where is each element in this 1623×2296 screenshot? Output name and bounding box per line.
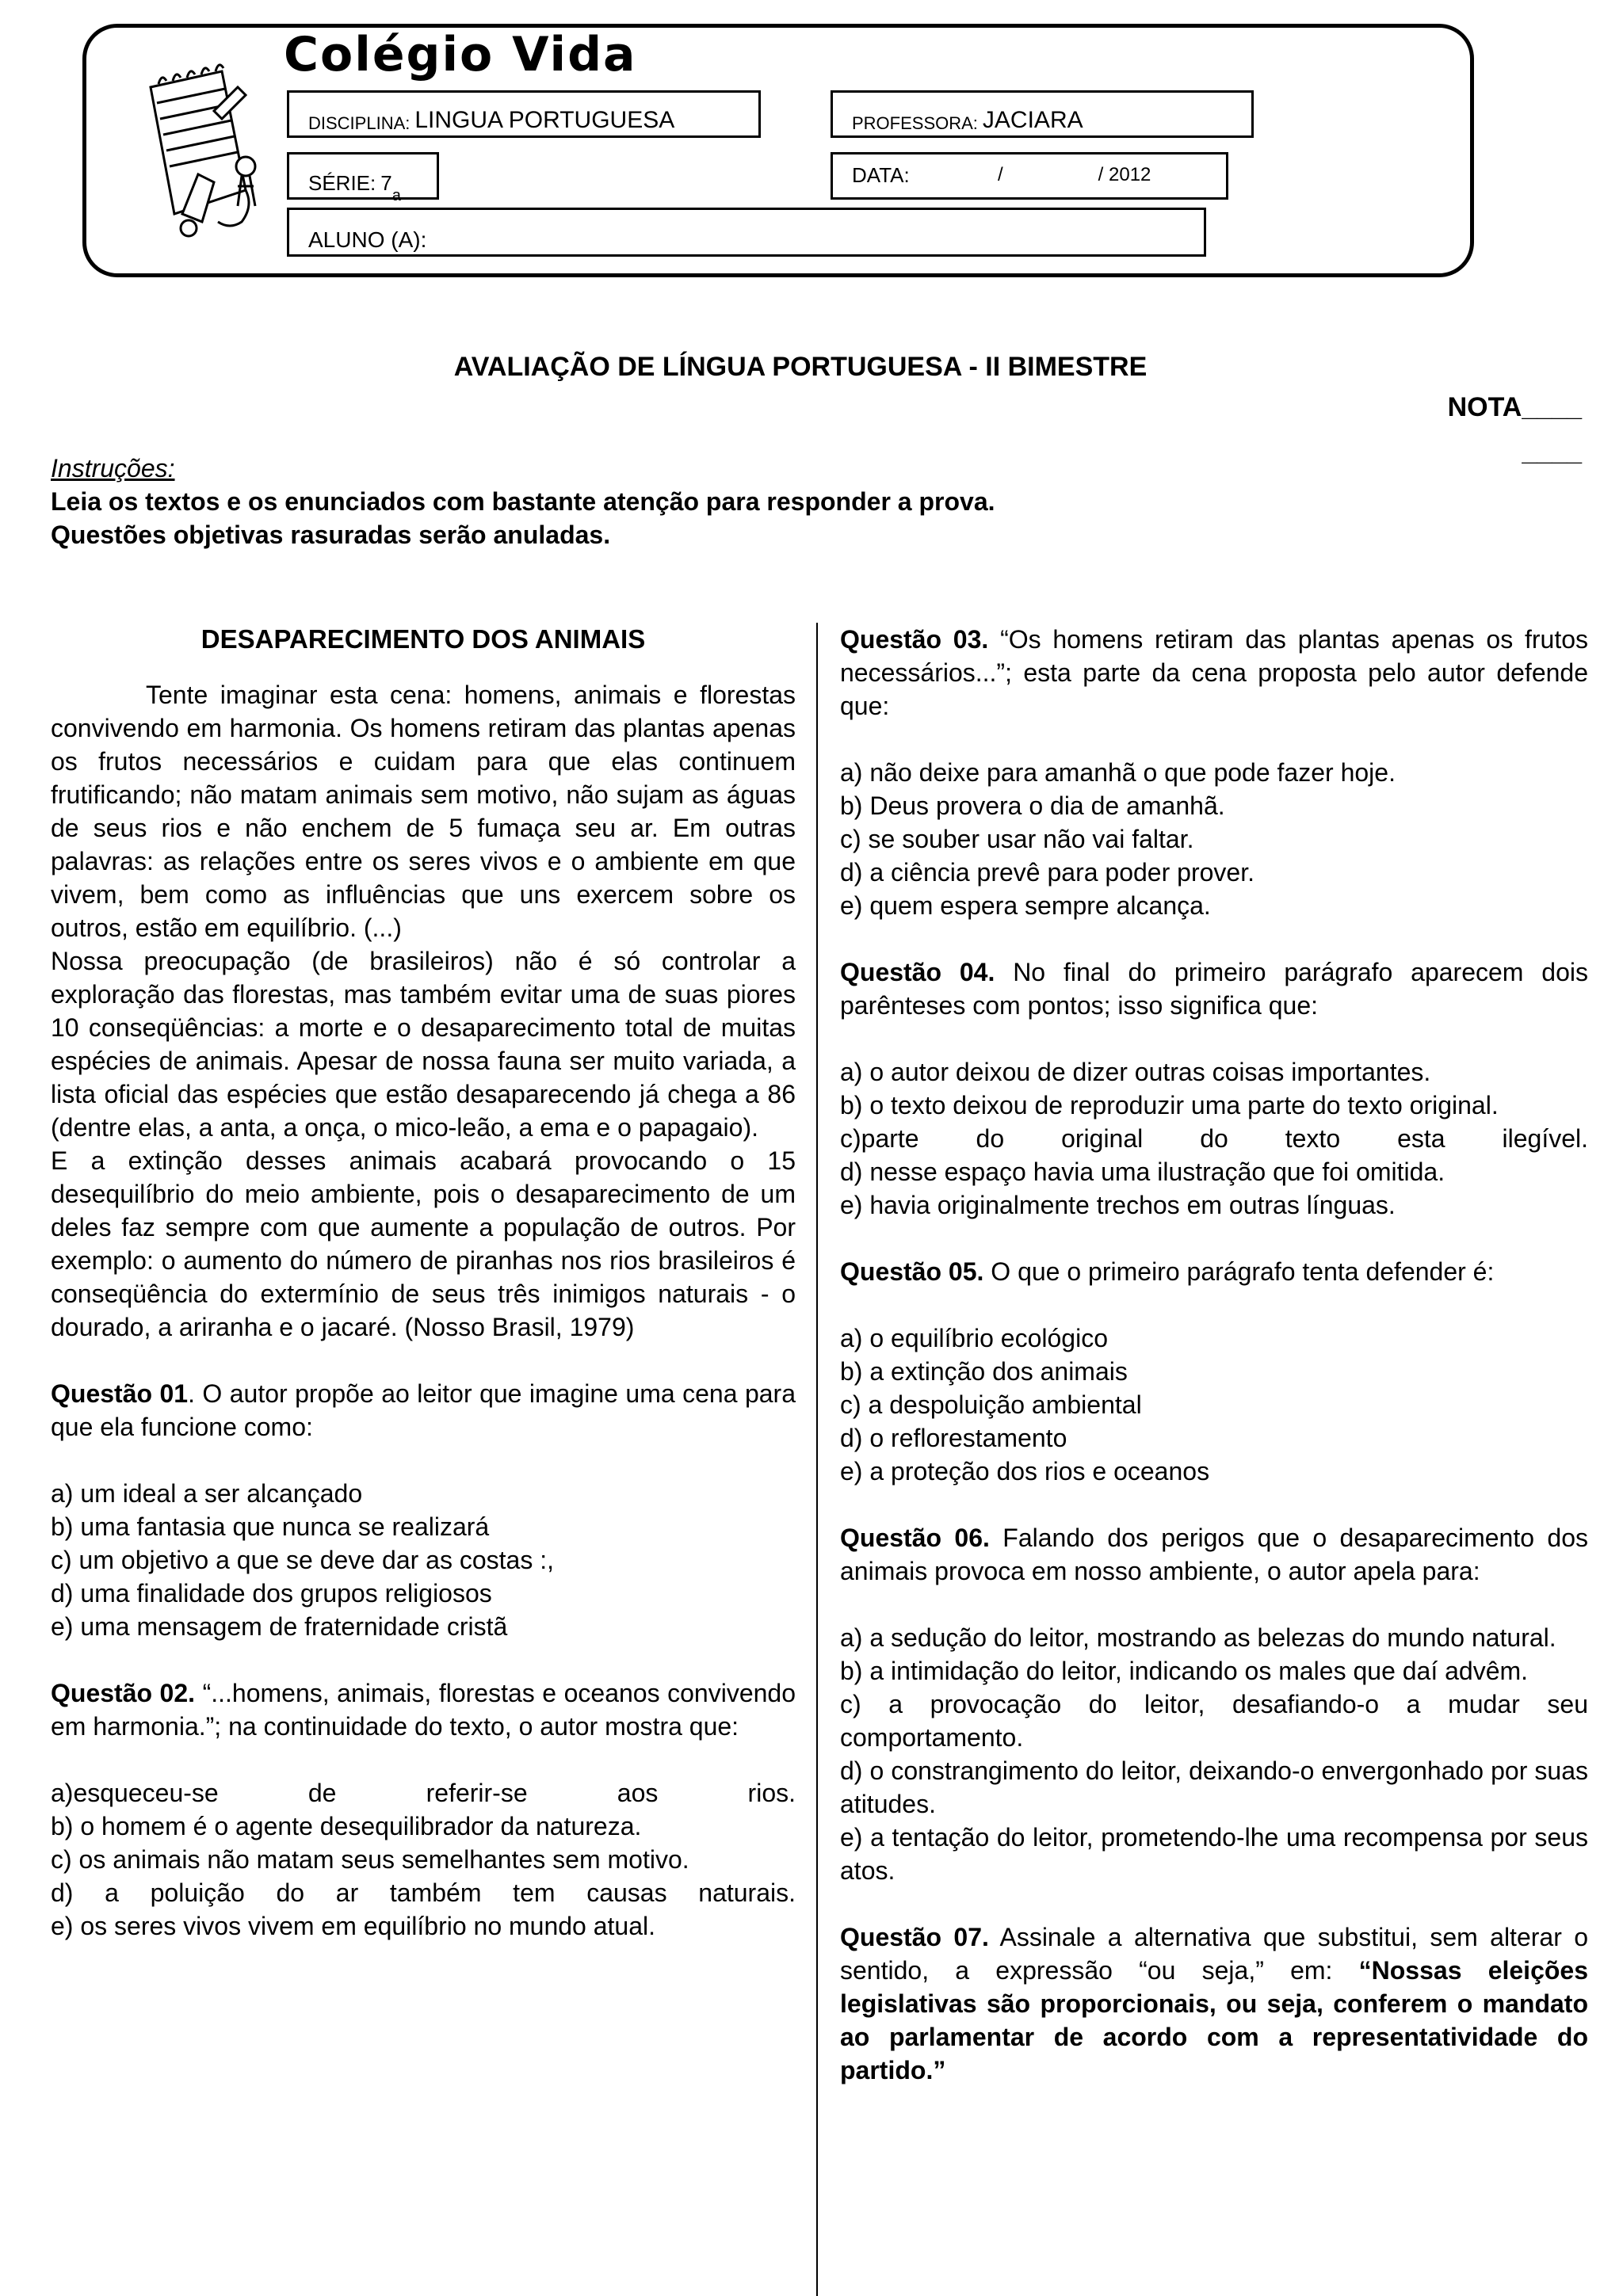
- left-column: [51, 623, 796, 1943]
- option-c[interactable]: c)parte do original do texto esta ilegível.: [840, 1124, 1588, 1153]
- option-d[interactable]: d) o reflorestamento: [840, 1424, 1067, 1452]
- option-d[interactable]: d) nesse espaço havia uma ilustração que foi omitida.: [840, 1158, 1445, 1186]
- option-b[interactable]: b) o texto deixou de reproduzir uma parte do texto original.: [840, 1091, 1499, 1119]
- option-c[interactable]: c) um objetivo a que se deve dar as costas :,: [51, 1546, 554, 1574]
- question-stem: “...homens, animais, florestas e oceanos convivendo em harmonia.”; na continuidade do texto, o autor mostra que:: [51, 1679, 796, 1741]
- option-d[interactable]: d) uma finalidade dos grupos religiosos: [51, 1579, 492, 1608]
- question-04: [840, 955, 1588, 1022]
- option-b[interactable]: b) a intimidação do leitor, indicando os males que daí advêm.: [840, 1657, 1529, 1685]
- text-paragraph-2: Nossa preocupação (de brasileiros) não é só controlar a exploração das florestas, mas também evitar uma de suas piores 10 conseqüências: a morte e o desaparecimento total de muitas espécies de animais. Apesar de nossa fauna ser muito variada, a lista oficial das espécies que estão desaparecendo já chega a 86 (dentre elas, a anta, a onça, o mico-leão, a ema e o papagaio).: [51, 947, 796, 1142]
- text-title: DESAPARECIMENTO DOS ANIMAIS: [200, 624, 646, 654]
- column-divider: [816, 623, 818, 2296]
- question-stem: “Os homens retiram das plantas apenas os frutos necessários...”; esta parte da cena proposta pelo autor defende que:: [840, 625, 1589, 720]
- question-label: Questão 05.: [840, 1257, 984, 1286]
- option-d[interactable]: d) a poluição do ar também tem causas naturais.: [51, 1878, 796, 1907]
- disciplina-value: LINGUA PORTUGUESA: [414, 107, 675, 133]
- question-quote: “Nossas eleições legislativas são proporcionais, ou seja, conferem o mandato ao parlamentar de acordo com a representatividade do partido.”: [840, 1956, 1589, 2084]
- question-05: [840, 1255, 1588, 1288]
- aluno-field: [287, 208, 1206, 257]
- question-stem: Falando dos perigos que o desaparecimento dos animais provoca em nosso ambiente, o autor apela para:: [840, 1524, 1589, 1585]
- question-01: [51, 1377, 796, 1444]
- option-e[interactable]: e) quem espera sempre alcança.: [840, 891, 1211, 920]
- question-03: [840, 623, 1588, 723]
- data-separator: /: [998, 164, 1003, 185]
- option-a[interactable]: a) o autor deixou de dizer outras coisas importantes.: [840, 1058, 1431, 1086]
- question-06: [840, 1521, 1588, 1588]
- instructions-line-1: Leia os textos e os enunciados com bastante atenção para responder a prova.: [51, 487, 995, 516]
- notepad-pencil-logo: [127, 55, 269, 246]
- option-a[interactable]: a) não deixe para amanhã o que pode fazer hoje.: [840, 758, 1396, 787]
- instructions-title: Instruções:: [51, 454, 175, 482]
- question-03-options: [840, 756, 1588, 922]
- grade-label: NOTA____: [1447, 392, 1582, 422]
- question-02-options: [51, 1776, 796, 1943]
- question-02: [51, 1676, 796, 1743]
- question-stem: O que o primeiro parágrafo tenta defender é:: [983, 1257, 1495, 1286]
- question-stem: . O autor propõe ao leitor que imagine uma cena para que ela funcione como:: [51, 1379, 796, 1441]
- question-05-options: [840, 1322, 1588, 1488]
- option-a[interactable]: a) o equilíbrio ecológico: [840, 1324, 1108, 1352]
- option-c[interactable]: c) se souber usar não vai faltar.: [840, 825, 1194, 853]
- question-label: Questão 02.: [51, 1679, 196, 1707]
- data-year: / 2012: [1098, 164, 1151, 185]
- question-stem: Assinale a alternativa que substitui, sem alterar o sentido, a expressão “ou seja,” em:: [840, 1923, 1588, 1985]
- question-label: Questão 06.: [840, 1524, 990, 1552]
- question-01-options: [51, 1477, 796, 1643]
- school-name: Colégio Vida: [284, 27, 637, 82]
- option-a[interactable]: a) a sedução do leitor, mostrando as belezas do mundo natural.: [840, 1623, 1556, 1652]
- serie-value: 7: [380, 171, 392, 195]
- question-06-options: [840, 1621, 1588, 1887]
- grade-line: ____: [1522, 437, 1582, 467]
- option-a[interactable]: a)esqueceu-se de referir-se aos rios.: [51, 1779, 796, 1807]
- data-label: DATA:: [852, 162, 910, 187]
- option-e[interactable]: e) a tentação do leitor, prometendo-lhe uma recompensa por seus atos.: [840, 1823, 1588, 1885]
- exam-title: AVALIAÇÃO DE LÍNGUA PORTUGUESA - II BIMESTRE: [453, 352, 1148, 382]
- option-c[interactable]: c) os animais não matam seus semelhantes sem motivo.: [51, 1845, 689, 1874]
- data-field: [831, 152, 1228, 200]
- option-d[interactable]: d) o constrangimento do leitor, deixando-o envergonhado por suas atitudes.: [840, 1756, 1588, 1818]
- option-c[interactable]: c) a despoluição ambiental: [840, 1390, 1142, 1419]
- option-b[interactable]: b) o homem é o agente desequilibrador da natureza.: [51, 1812, 642, 1840]
- option-b[interactable]: b) uma fantasia que nunca se realizará: [51, 1512, 490, 1541]
- right-column: [840, 623, 1588, 2087]
- instructions-line-2: Questões objetivas rasuradas serão anuladas.: [51, 521, 611, 549]
- option-e[interactable]: e) uma mensagem de fraternidade cristã: [51, 1612, 508, 1641]
- aluno-label: ALUNO (A):: [308, 227, 427, 252]
- professora-field: [831, 90, 1254, 138]
- option-e[interactable]: e) a proteção dos rios e oceanos: [840, 1457, 1210, 1486]
- text-paragraph-3: E a extinção desses animais acabará provocando o 15 desequilíbrio do meio ambiente, pois o desaparecimento de um deles faz sempre com que aumente a população de outros. Por exemplo: o aumento do número de piranhas nos rios brasileiros é conseqüência do extermínio de seus três inimigos naturais - o dourado, a ariranha e o jacaré. (Nosso Brasil, 1979): [51, 1146, 796, 1341]
- instructions: [51, 452, 995, 551]
- option-d[interactable]: d) a ciência prevê para poder prover.: [840, 858, 1254, 887]
- option-c[interactable]: c) a provocação do leitor, desafiando-o a mudar seu comportamento.: [840, 1690, 1588, 1752]
- question-label: Questão 03.: [840, 625, 989, 654]
- professora-value: JACIARA: [982, 107, 1083, 133]
- question-label: Questão 04.: [840, 958, 995, 986]
- option-b[interactable]: b) Deus provera o dia de amanhã.: [840, 791, 1225, 820]
- option-e[interactable]: e) havia originalmente trechos em outras línguas.: [840, 1191, 1396, 1219]
- disciplina-field: [287, 90, 761, 138]
- option-a[interactable]: a) um ideal a ser alcançado: [51, 1479, 363, 1508]
- text-paragraph-1: Tente imaginar esta cena: homens, animais e florestas convivendo em harmonia. Os homens retiram das plantas apenas os frutos necessários e cuidam para que elas continuem frutificando; não matam animais sem motivo, não sujam as águas de seus rios e não enchem de 5 fumaça seu ar. Em outras palavras: as relações entre os seres vivos e o ambiente em que vivem, bem como as influências que uns exercem sobre os outros, estão em equilíbrio. (...): [51, 681, 796, 942]
- grade-field: [1448, 385, 1582, 474]
- question-04-options: [840, 1055, 1588, 1222]
- serie-label: SÉRIE:: [308, 171, 376, 195]
- disciplina-label: DISCIPLINA:: [308, 113, 411, 133]
- question-stem: No final do primeiro parágrafo aparecem dois parênteses com pontos; isso significa que:: [840, 958, 1589, 1020]
- question-label: Questão 01: [51, 1379, 189, 1408]
- professora-label: PROFESSORA:: [852, 113, 978, 133]
- option-e[interactable]: e) os seres vivos vivem em equilíbrio no mundo atual.: [51, 1912, 656, 1940]
- question-label: Questão 07.: [840, 1923, 989, 1951]
- option-b[interactable]: b) a extinção dos animais: [840, 1357, 1128, 1386]
- question-07: [840, 1920, 1588, 2087]
- serie-field: SÉRIE: 7 a: [287, 152, 439, 200]
